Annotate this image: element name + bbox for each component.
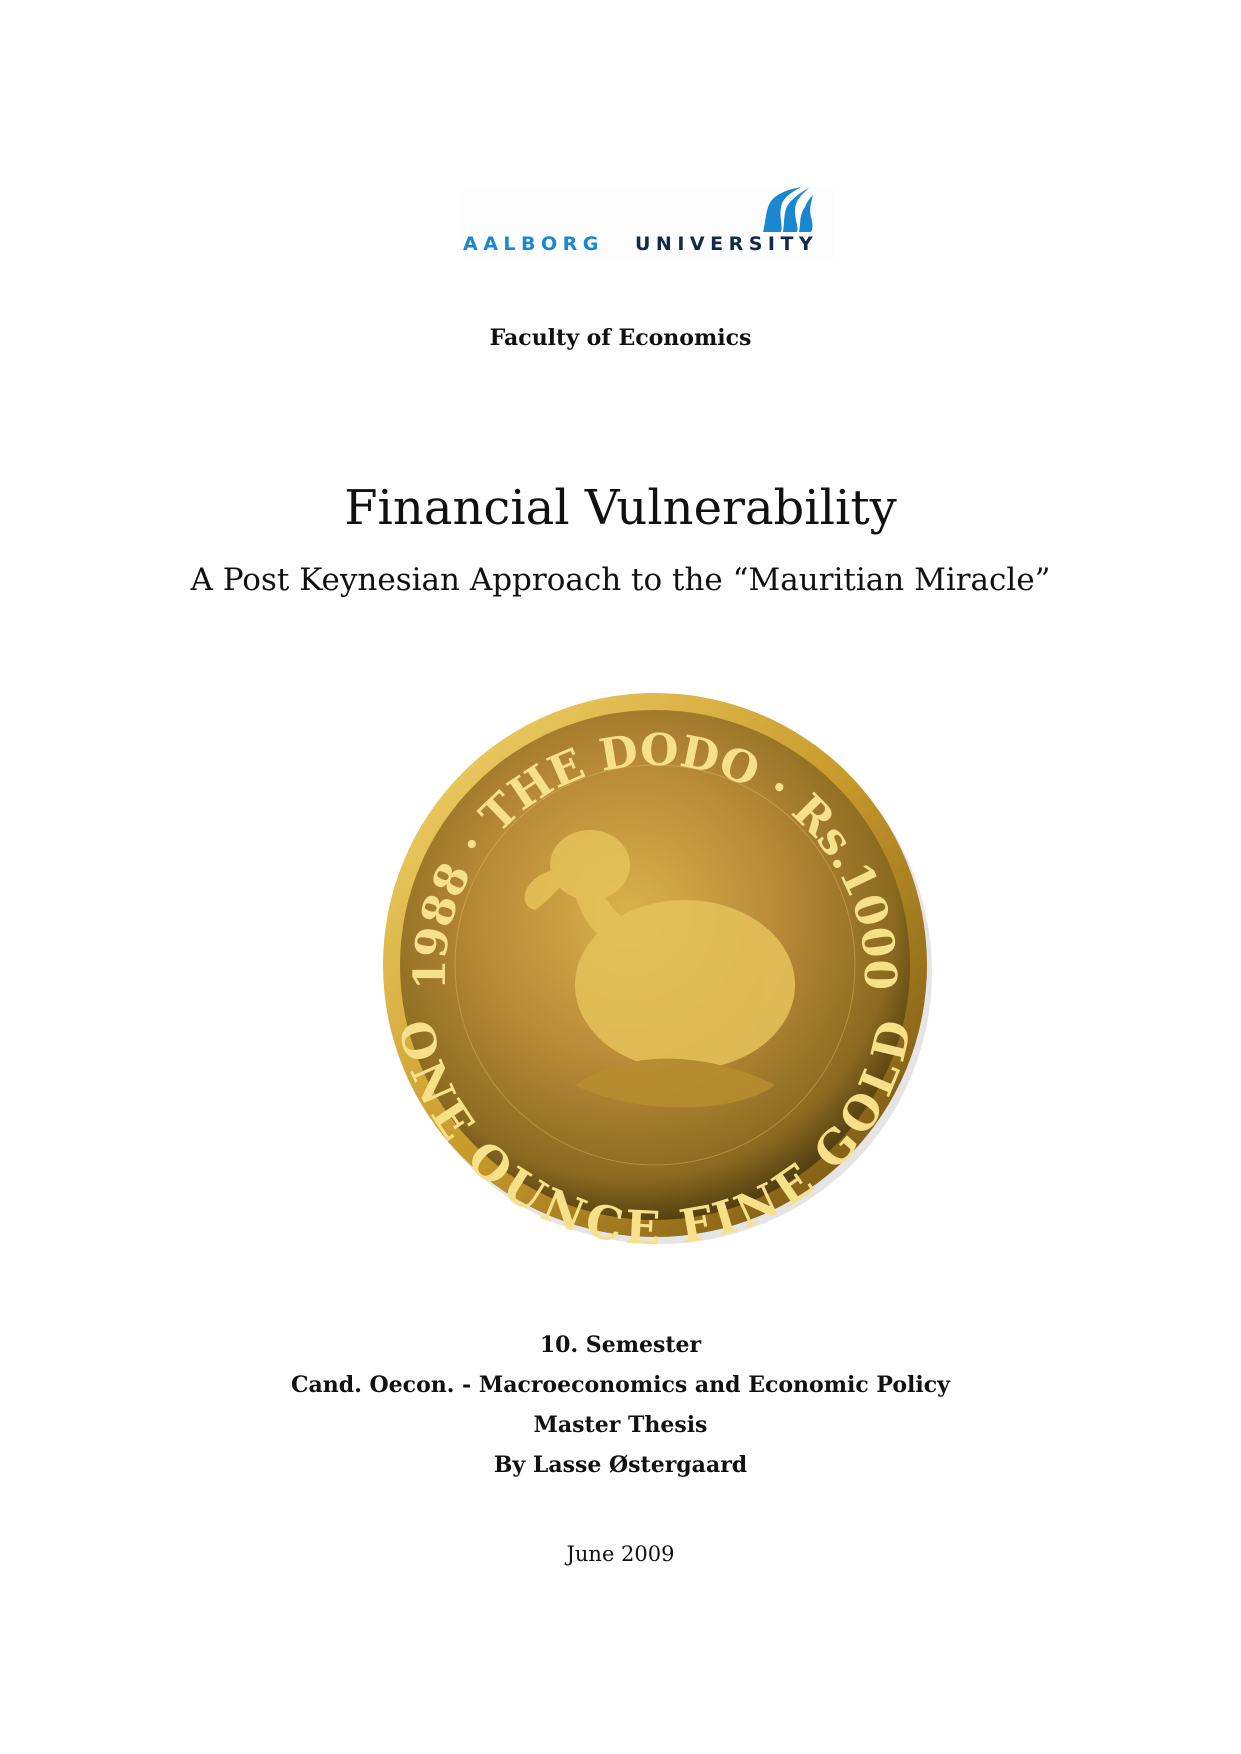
thesis-subtitle: A Post Keynesian Approach to the “Mauritian Miracle” (190, 562, 1051, 598)
aalborg-university-logo (463, 187, 835, 259)
programme: Cand. Oecon. - Macroeconomics and Economic Policy (291, 1372, 950, 1398)
dodo-gold-coin-image (375, 685, 935, 1245)
date: June 2009 (566, 1542, 675, 1566)
logo-word-aalborg: AALBORG (463, 233, 604, 255)
thesis-type: Master Thesis (533, 1412, 708, 1438)
thesis-title: Financial Vulnerability (344, 480, 897, 536)
coin-top-inscription: 1988 · THE DODO · Rs.1000 (404, 724, 906, 991)
author: By Lasse Østergaard (493, 1452, 748, 1478)
coin-bottom-inscription: ONE OUNCE FINE GOLD (387, 1015, 923, 1245)
logo-word-university: UNIVERSITY (635, 233, 819, 255)
waves-logo-icon (761, 187, 813, 233)
faculty-name: Faculty of Economics (489, 325, 752, 351)
semester: 10. Semester (539, 1332, 702, 1358)
